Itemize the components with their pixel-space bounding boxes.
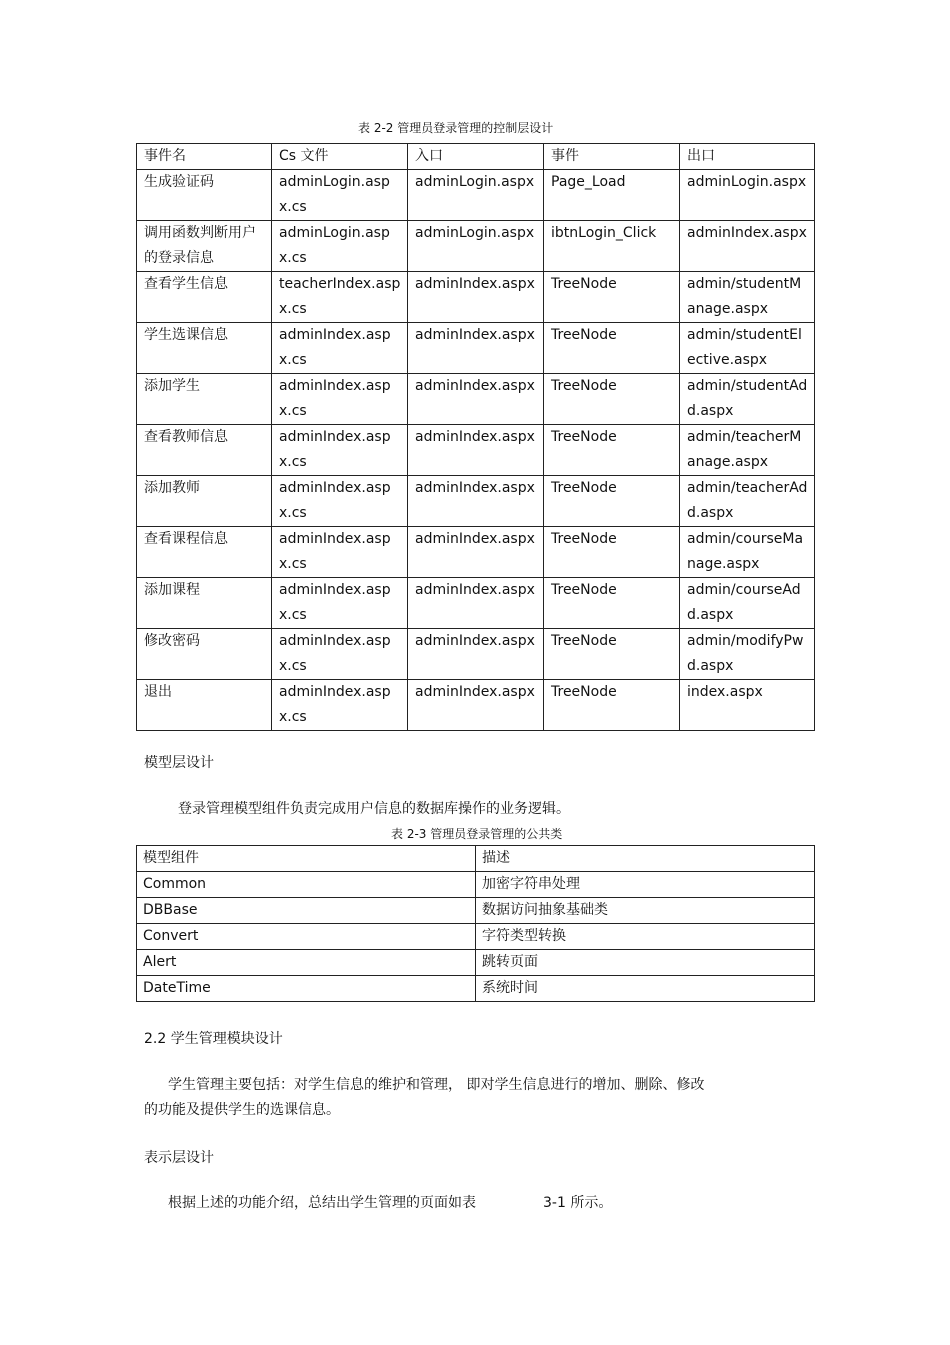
table1-text: adminIndex.aspx	[415, 531, 535, 547]
table-row	[137, 425, 815, 476]
table2-text: 加密字符串处理	[482, 876, 580, 892]
table1-text: 查看学生信息	[144, 276, 228, 292]
table1-cell	[544, 323, 680, 374]
table1-text: TreeNode	[551, 480, 617, 496]
table1-cell	[408, 272, 544, 323]
model-intro-paragraph: 登录管理模型组件负责完成用户信息的数据库操作的业务逻辑。	[178, 801, 570, 817]
table1-text: 查看课程信息	[144, 531, 228, 547]
table1-text: adminIndex.aspx	[687, 225, 807, 241]
table1-cell	[544, 221, 680, 272]
table1-text: adminIndex.aspx.cs	[279, 531, 391, 572]
table1-text: adminIndex.aspx	[415, 633, 535, 649]
table1-text: ibtnLogin_Click	[551, 225, 657, 241]
table1-cell	[680, 680, 815, 731]
table1-cell	[137, 680, 272, 731]
table1-text: adminIndex.aspx.cs	[279, 327, 391, 368]
table1-cell	[408, 578, 544, 629]
table1-text: index.aspx	[687, 684, 763, 700]
table2-cell	[476, 976, 815, 1002]
table1-text: adminIndex.aspx.cs	[279, 633, 391, 674]
table1-header-row	[137, 144, 815, 170]
table1-text: admin/teacherManage.aspx	[687, 429, 802, 470]
table1-cell	[272, 578, 408, 629]
table1-text: adminLogin.aspx.cs	[279, 174, 390, 215]
table-row	[137, 527, 815, 578]
table1-text: 修改密码	[144, 633, 200, 649]
table1-cell	[272, 323, 408, 374]
table1-text: teacherIndex.aspx.cs	[279, 276, 401, 317]
table1-cell	[680, 629, 815, 680]
table1-cell	[137, 374, 272, 425]
table1-cell	[137, 170, 272, 221]
student-mgmt-paragraph-line1: 学生管理主要包括：对学生信息的维护和管理， 即对学生信息进行的增加、删除、修改	[168, 1077, 705, 1093]
student-mgmt-paragraph-line2: 的功能及提供学生的选课信息。	[144, 1102, 340, 1118]
table1-cell	[680, 374, 815, 425]
table-row	[137, 221, 815, 272]
table1-header-cell	[272, 144, 408, 170]
table1-header-cell	[544, 144, 680, 170]
table1-cell	[544, 629, 680, 680]
table1-cell	[680, 170, 815, 221]
table1-text: adminIndex.aspx.cs	[279, 684, 391, 725]
table1-header-text: 事件名	[144, 148, 186, 164]
table1-cell	[408, 476, 544, 527]
table1-text: adminIndex.aspx.cs	[279, 582, 391, 623]
table-row	[137, 374, 815, 425]
table1-cell	[544, 476, 680, 527]
table1-text: 查看教师信息	[144, 429, 228, 445]
public-class-table	[136, 845, 815, 1002]
table1-text: TreeNode	[551, 429, 617, 445]
table2-cell	[137, 976, 476, 1002]
table1-cell	[137, 221, 272, 272]
table1-text: adminIndex.aspx	[415, 480, 535, 496]
table1-text: admin/studentManage.aspx	[687, 276, 802, 317]
table2-cell	[137, 872, 476, 898]
table1-text: adminIndex.aspx.cs	[279, 378, 391, 419]
table1-header-text: 出口	[687, 148, 715, 164]
table-row	[137, 272, 815, 323]
table-row	[137, 170, 815, 221]
table-row	[137, 872, 815, 898]
table-row	[137, 578, 815, 629]
table1-cell	[680, 476, 815, 527]
table1-header-text: Cs 文件	[279, 148, 329, 164]
table1-cell	[544, 425, 680, 476]
table1-cell	[137, 578, 272, 629]
table2-cell	[476, 872, 815, 898]
table1-cell	[408, 527, 544, 578]
table1-text: 退出	[144, 684, 172, 700]
table1-cell	[680, 578, 815, 629]
table1-cell	[137, 629, 272, 680]
table1-cell	[272, 374, 408, 425]
table1-caption: 表 2-2 管理员登录管理的控制层设计	[358, 121, 554, 135]
table1-text: adminIndex.aspx	[415, 276, 535, 292]
final-paragraph-table-ref: 3-1 所示。	[543, 1195, 613, 1211]
table1-cell	[137, 323, 272, 374]
table1-cell	[272, 170, 408, 221]
table1-header-cell	[408, 144, 544, 170]
table1-cell	[544, 272, 680, 323]
table2-header-text: 描述	[482, 850, 510, 866]
table1-cell	[137, 272, 272, 323]
table2-text: Alert	[143, 954, 177, 970]
table1-cell	[272, 680, 408, 731]
table1-text: adminIndex.aspx	[415, 582, 535, 598]
table1-text: admin/modifyPwd.aspx	[687, 633, 804, 674]
table1-text: adminIndex.aspx	[415, 684, 535, 700]
table1-text: 生成验证码	[144, 174, 214, 190]
table1-text: TreeNode	[551, 531, 617, 547]
table1-text: TreeNode	[551, 276, 617, 292]
table1-cell	[272, 425, 408, 476]
table1-cell	[408, 680, 544, 731]
final-paragraph-text: 根据上述的功能介绍，总结出学生管理的页面如表	[168, 1195, 476, 1211]
table1-text: 添加教师	[144, 480, 200, 496]
table2-text: DateTime	[143, 980, 211, 996]
table-row	[137, 950, 815, 976]
table1-cell	[272, 527, 408, 578]
table2-text: DBBase	[143, 902, 198, 918]
model-layer-heading: 模型层设计	[144, 755, 214, 771]
table-row	[137, 680, 815, 731]
table2-header-cell	[137, 846, 476, 872]
table1-text: 学生选课信息	[144, 327, 228, 343]
table1-cell	[272, 272, 408, 323]
table1-text: admin/courseAdd.aspx	[687, 582, 801, 623]
table2-header-text: 模型组件	[143, 850, 199, 866]
table-row	[137, 898, 815, 924]
table1-cell	[137, 527, 272, 578]
table1-text: adminIndex.aspx.cs	[279, 480, 391, 521]
table1-text: TreeNode	[551, 633, 617, 649]
presentation-layer-heading: 表示层设计	[144, 1150, 214, 1166]
table1-text: adminLogin.aspx	[415, 225, 535, 241]
section-2-2-heading: 2.2 学生管理模块设计	[144, 1031, 283, 1047]
table2-text: Common	[143, 876, 207, 892]
table1-cell	[272, 476, 408, 527]
table1-text: adminLogin.aspx	[687, 174, 807, 190]
table1-cell	[408, 170, 544, 221]
table1-cell	[544, 578, 680, 629]
table2-cell	[476, 898, 815, 924]
table1-header-text: 事件	[551, 148, 579, 164]
table1-text: 调用函数判断用户的登录信息	[144, 225, 256, 266]
table1-cell	[680, 323, 815, 374]
table1-cell	[137, 425, 272, 476]
table2-caption: 表 2-3 管理员登录管理的公共类	[391, 827, 563, 841]
table1-text: adminIndex.aspx	[415, 327, 535, 343]
table2-text: 字符类型转换	[482, 928, 566, 944]
table-row	[137, 629, 815, 680]
table1-cell	[544, 374, 680, 425]
table1-text: admin/studentAdd.aspx	[687, 378, 808, 419]
table2-cell	[476, 924, 815, 950]
table1-cell	[680, 527, 815, 578]
table-row	[137, 924, 815, 950]
table1-text: 添加学生	[144, 378, 200, 394]
table1-cell	[680, 221, 815, 272]
table1-cell	[272, 629, 408, 680]
table1-header-cell	[137, 144, 272, 170]
table1-cell	[408, 425, 544, 476]
table-row	[137, 476, 815, 527]
table2-text: 系统时间	[482, 980, 538, 996]
table2-header-cell	[476, 846, 815, 872]
table1-header-cell	[680, 144, 815, 170]
table1-text: 添加课程	[144, 582, 200, 598]
table1-cell	[137, 476, 272, 527]
table1-text: adminIndex.aspx	[415, 429, 535, 445]
table1-cell	[408, 221, 544, 272]
table2-text: 跳转页面	[482, 954, 538, 970]
table1-text: TreeNode	[551, 582, 617, 598]
table1-text: Page_Load	[551, 174, 626, 190]
table1-header-text: 入口	[415, 148, 443, 164]
table2-cell	[137, 898, 476, 924]
table1-text: admin/courseManage.aspx	[687, 531, 804, 572]
table1-text: adminIndex.aspx	[415, 378, 535, 394]
table2-cell	[137, 924, 476, 950]
table1-cell	[544, 527, 680, 578]
table1-cell	[408, 629, 544, 680]
table1-cell	[272, 221, 408, 272]
table1-cell	[680, 425, 815, 476]
table1-cell	[544, 680, 680, 731]
table-row	[137, 976, 815, 1002]
table1-text: adminLogin.aspx	[415, 174, 535, 190]
table1-cell	[408, 374, 544, 425]
table1-cell	[408, 323, 544, 374]
control-layer-table	[136, 143, 815, 731]
table2-text: 数据访问抽象基础类	[482, 902, 608, 918]
table1-text: admin/studentElective.aspx	[687, 327, 802, 368]
table1-text: TreeNode	[551, 378, 617, 394]
table1-text: admin/teacherAdd.aspx	[687, 480, 808, 521]
table1-text: TreeNode	[551, 684, 617, 700]
table2-cell	[476, 950, 815, 976]
table1-cell	[680, 272, 815, 323]
table-row	[137, 323, 815, 374]
table1-text: adminLogin.aspx.cs	[279, 225, 390, 266]
table2-header-row	[137, 846, 815, 872]
table2-text: Convert	[143, 928, 199, 944]
table2-cell	[137, 950, 476, 976]
table1-text: TreeNode	[551, 327, 617, 343]
table1-cell	[544, 170, 680, 221]
table1-text: adminIndex.aspx.cs	[279, 429, 391, 470]
